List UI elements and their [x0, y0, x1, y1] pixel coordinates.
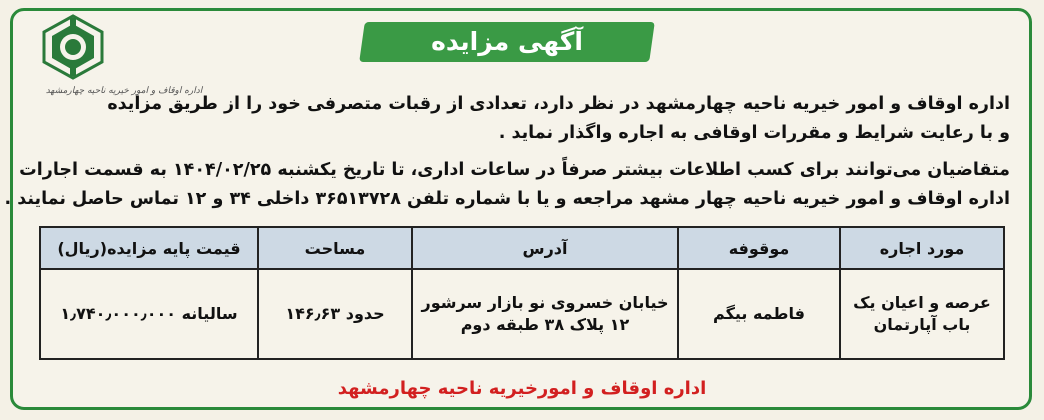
body-line-1: اداره اوقاف و امور خیریه ناحیه چهارمشهد در نظر دارد، تعدادی از رقبات متصرفی خود را از طریق مزایده	[107, 94, 1010, 114]
cell-address	[412, 269, 678, 359]
footer-signature: اداره اوقاف و امورخیریه ناحیه چهارمشهد	[337, 378, 707, 399]
header-base-price: قیمت پایه مزایده(ریال)	[40, 227, 258, 269]
endowment-emblem-icon	[40, 14, 106, 80]
address-line-2: ۱۲ پلاک ۳۸ طبقه دوم	[460, 315, 630, 334]
header-address: آدرس	[412, 227, 678, 269]
header-area: مساحت	[258, 227, 412, 269]
cell-area: حدود ۱۴۶٫۶۳	[258, 269, 412, 359]
page-title: آگهی مزایده	[431, 27, 583, 56]
body-line-2: و با رعایت شرایط و مقررات اوقافی به اجاره واگذار نماید .	[498, 123, 1010, 143]
cell-endowment: فاطمه بیگم	[678, 269, 840, 359]
cell-base-price: سالیانه ۱٫۷۴۰٫۰۰۰٫۰۰۰	[40, 269, 258, 359]
lease-item-line-1: عرصه و اعیان یک	[853, 293, 991, 312]
auction-table	[39, 226, 1005, 360]
lease-item-line-2: باب آپارتمان	[873, 315, 971, 334]
header-endowment: موقوفه	[678, 227, 840, 269]
body-line-3: متقاضیان می‌توانند برای کسب اطلاعات بیشتر صرفاً در ساعات اداری، تا تاریخ یکشنبه ۱۴۰۴/۰۲/۲۵ به قسمت اجارات	[19, 160, 1010, 180]
logo-caption: اداره اوقاف و امور خیریه ناحیه چهارمشهد	[45, 86, 203, 96]
table-row	[40, 269, 1004, 359]
cell-lease-item	[840, 269, 1004, 359]
address-line-1: خیابان خسروی نو بازار سرشور	[421, 293, 669, 312]
body-line-4: اداره اوقاف و امور خیریه ناحیه چهار مشهد مراجعه و یا با شماره تلفن ۳۶۵۱۳۷۲۸ داخلی ۳۴ و ۱۲ تماس حاصل نمایند .	[4, 189, 1010, 209]
table-header-row	[40, 227, 1004, 269]
header-lease-item: مورد اجاره	[840, 227, 1004, 269]
